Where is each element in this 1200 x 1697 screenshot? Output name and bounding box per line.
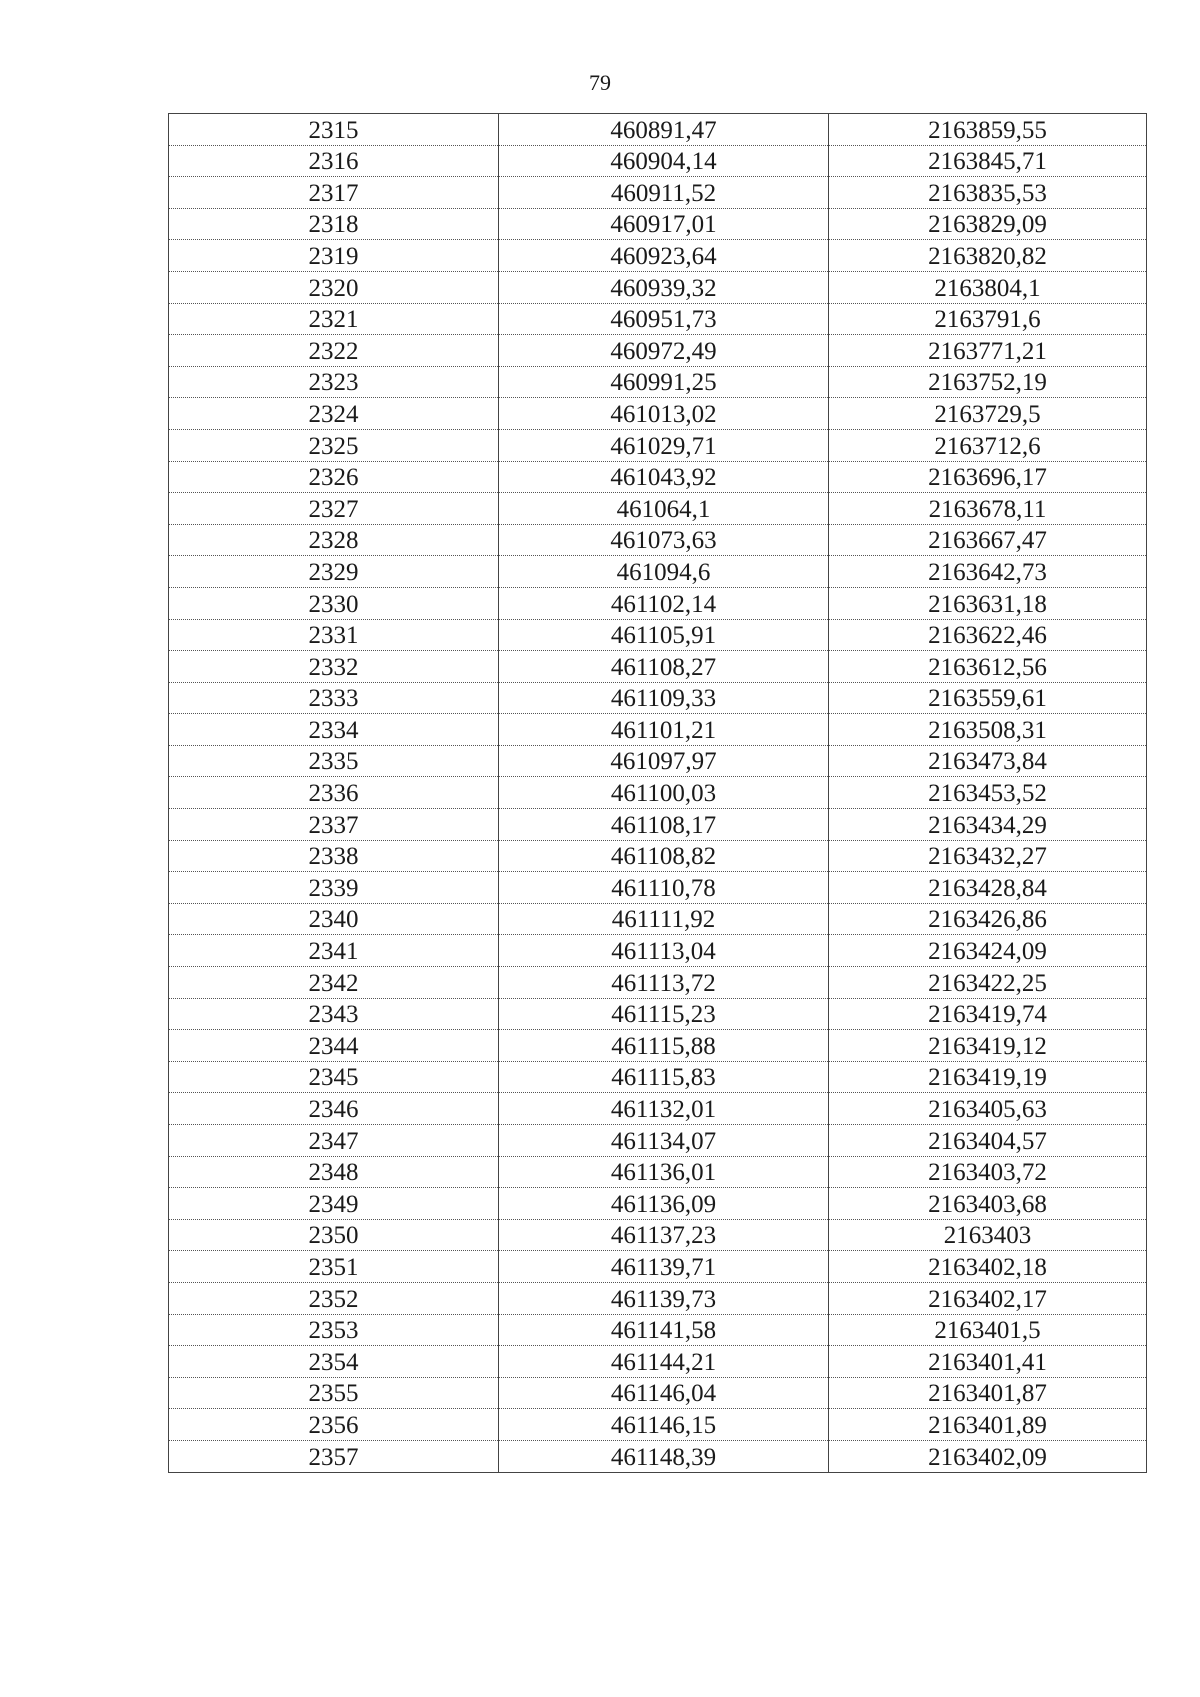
x-coordinate-cell: 461148,39 (499, 1440, 829, 1472)
table-row (169, 1093, 1147, 1125)
y-coordinate-cell: 2163402,17 (829, 1282, 1147, 1314)
table-row (169, 1030, 1147, 1062)
point-number-cell: 2321 (169, 303, 499, 335)
y-coordinate-cell: 2163473,84 (829, 745, 1147, 777)
y-coordinate-cell: 2163508,31 (829, 714, 1147, 746)
point-number-cell: 2345 (169, 1061, 499, 1093)
point-number-cell: 2344 (169, 1030, 499, 1062)
y-coordinate-cell: 2163424,09 (829, 935, 1147, 967)
table-row (169, 714, 1147, 746)
y-coordinate-cell: 2163419,19 (829, 1061, 1147, 1093)
point-number-cell: 2337 (169, 809, 499, 841)
table-row (169, 177, 1147, 209)
table-row (169, 903, 1147, 935)
x-coordinate-cell: 461094,6 (499, 556, 829, 588)
y-coordinate-cell: 2163729,5 (829, 398, 1147, 430)
point-number-cell: 2341 (169, 935, 499, 967)
point-number-cell: 2348 (169, 1156, 499, 1188)
table-row (169, 114, 1147, 146)
table-row (169, 429, 1147, 461)
x-coordinate-cell: 461105,91 (499, 619, 829, 651)
y-coordinate-cell: 2163642,73 (829, 556, 1147, 588)
point-number-cell: 2340 (169, 903, 499, 935)
table-row (169, 1061, 1147, 1093)
table-row (169, 1188, 1147, 1220)
y-coordinate-cell: 2163419,74 (829, 998, 1147, 1030)
x-coordinate-cell: 461139,73 (499, 1282, 829, 1314)
table-row (169, 556, 1147, 588)
table-row (169, 1314, 1147, 1346)
point-number-cell: 2315 (169, 114, 499, 146)
y-coordinate-cell: 2163667,47 (829, 524, 1147, 556)
x-coordinate-cell: 461111,92 (499, 903, 829, 935)
point-number-cell: 2347 (169, 1125, 499, 1157)
x-coordinate-cell: 461100,03 (499, 777, 829, 809)
point-number-cell: 2332 (169, 651, 499, 683)
point-number-cell: 2330 (169, 587, 499, 619)
y-coordinate-cell: 2163401,5 (829, 1314, 1147, 1346)
point-number-cell: 2336 (169, 777, 499, 809)
y-coordinate-cell: 2163791,6 (829, 303, 1147, 335)
point-number-cell: 2328 (169, 524, 499, 556)
x-coordinate-cell: 461108,27 (499, 651, 829, 683)
table-row (169, 935, 1147, 967)
table-row (169, 271, 1147, 303)
point-number-cell: 2325 (169, 429, 499, 461)
point-number-cell: 2339 (169, 872, 499, 904)
point-number-cell: 2335 (169, 745, 499, 777)
y-coordinate-cell: 2163401,87 (829, 1377, 1147, 1409)
y-coordinate-cell: 2163622,46 (829, 619, 1147, 651)
page-number: 79 (589, 70, 611, 95)
x-coordinate-cell: 461013,02 (499, 398, 829, 430)
table-row (169, 145, 1147, 177)
x-coordinate-cell: 461109,33 (499, 682, 829, 714)
x-coordinate-cell: 461110,78 (499, 872, 829, 904)
x-coordinate-cell: 461134,07 (499, 1125, 829, 1157)
table-row (169, 619, 1147, 651)
table-row (169, 240, 1147, 272)
point-number-cell: 2320 (169, 271, 499, 303)
y-coordinate-cell: 2163559,61 (829, 682, 1147, 714)
x-coordinate-cell: 461064,1 (499, 493, 829, 525)
point-number-cell: 2326 (169, 461, 499, 493)
table-row (169, 967, 1147, 999)
table-row (169, 1346, 1147, 1378)
x-coordinate-cell: 460904,14 (499, 145, 829, 177)
table-row (169, 998, 1147, 1030)
point-number-cell: 2327 (169, 493, 499, 525)
x-coordinate-cell: 461073,63 (499, 524, 829, 556)
table-row (169, 366, 1147, 398)
x-coordinate-cell: 460917,01 (499, 208, 829, 240)
y-coordinate-cell: 2163820,82 (829, 240, 1147, 272)
y-coordinate-cell: 2163432,27 (829, 840, 1147, 872)
point-number-cell: 2317 (169, 177, 499, 209)
point-number-cell: 2342 (169, 967, 499, 999)
x-coordinate-cell: 461108,82 (499, 840, 829, 872)
y-coordinate-cell: 2163402,18 (829, 1251, 1147, 1283)
point-number-cell: 2333 (169, 682, 499, 714)
table-row (169, 303, 1147, 335)
table-row (169, 1377, 1147, 1409)
point-number-cell: 2323 (169, 366, 499, 398)
point-number-cell: 2350 (169, 1219, 499, 1251)
x-coordinate-cell: 461136,09 (499, 1188, 829, 1220)
table-row (169, 1156, 1147, 1188)
coordinates-table (168, 113, 1147, 1473)
x-coordinate-cell: 461113,72 (499, 967, 829, 999)
point-number-cell: 2343 (169, 998, 499, 1030)
y-coordinate-cell: 2163835,53 (829, 177, 1147, 209)
y-coordinate-cell: 2163403 (829, 1219, 1147, 1251)
y-coordinate-cell: 2163401,89 (829, 1409, 1147, 1441)
x-coordinate-cell: 460891,47 (499, 114, 829, 146)
x-coordinate-cell: 460951,73 (499, 303, 829, 335)
y-coordinate-cell: 2163771,21 (829, 335, 1147, 367)
table-row (169, 461, 1147, 493)
table-row (169, 587, 1147, 619)
x-coordinate-cell: 460972,49 (499, 335, 829, 367)
table-row (169, 1440, 1147, 1472)
point-number-cell: 2353 (169, 1314, 499, 1346)
y-coordinate-cell: 2163419,12 (829, 1030, 1147, 1062)
x-coordinate-cell: 461102,14 (499, 587, 829, 619)
x-coordinate-cell: 461144,21 (499, 1346, 829, 1378)
table-row (169, 777, 1147, 809)
table-row (169, 493, 1147, 525)
table-row (169, 809, 1147, 841)
y-coordinate-cell: 2163829,09 (829, 208, 1147, 240)
table-row (169, 335, 1147, 367)
x-coordinate-cell: 461115,23 (499, 998, 829, 1030)
table-row (169, 398, 1147, 430)
table-row (169, 1125, 1147, 1157)
x-coordinate-cell: 461141,58 (499, 1314, 829, 1346)
x-coordinate-cell: 461115,83 (499, 1061, 829, 1093)
y-coordinate-cell: 2163612,56 (829, 651, 1147, 683)
y-coordinate-cell: 2163631,18 (829, 587, 1147, 619)
y-coordinate-cell: 2163403,68 (829, 1188, 1147, 1220)
y-coordinate-cell: 2163859,55 (829, 114, 1147, 146)
point-number-cell: 2349 (169, 1188, 499, 1220)
table-row (169, 208, 1147, 240)
y-coordinate-cell: 2163402,09 (829, 1440, 1147, 1472)
point-number-cell: 2356 (169, 1409, 499, 1441)
y-coordinate-cell: 2163422,25 (829, 967, 1147, 999)
y-coordinate-cell: 2163428,84 (829, 872, 1147, 904)
point-number-cell: 2352 (169, 1282, 499, 1314)
point-number-cell: 2316 (169, 145, 499, 177)
x-coordinate-cell: 460911,52 (499, 177, 829, 209)
x-coordinate-cell: 461136,01 (499, 1156, 829, 1188)
y-coordinate-cell: 2163453,52 (829, 777, 1147, 809)
y-coordinate-cell: 2163845,71 (829, 145, 1147, 177)
table-row (169, 1282, 1147, 1314)
y-coordinate-cell: 2163678,11 (829, 493, 1147, 525)
table-row (169, 1219, 1147, 1251)
x-coordinate-cell: 461137,23 (499, 1219, 829, 1251)
x-coordinate-cell: 461132,01 (499, 1093, 829, 1125)
point-number-cell: 2357 (169, 1440, 499, 1472)
point-number-cell: 2338 (169, 840, 499, 872)
x-coordinate-cell: 461101,21 (499, 714, 829, 746)
x-coordinate-cell: 461113,04 (499, 935, 829, 967)
point-number-cell: 2355 (169, 1377, 499, 1409)
table-row (169, 1409, 1147, 1441)
point-number-cell: 2351 (169, 1251, 499, 1283)
x-coordinate-cell: 461146,04 (499, 1377, 829, 1409)
table-row (169, 682, 1147, 714)
x-coordinate-cell: 461146,15 (499, 1409, 829, 1441)
y-coordinate-cell: 2163696,17 (829, 461, 1147, 493)
y-coordinate-cell: 2163804,1 (829, 271, 1147, 303)
y-coordinate-cell: 2163426,86 (829, 903, 1147, 935)
point-number-cell: 2324 (169, 398, 499, 430)
x-coordinate-cell: 461108,17 (499, 809, 829, 841)
x-coordinate-cell: 461097,97 (499, 745, 829, 777)
coordinates-table-body (169, 114, 1147, 1473)
point-number-cell: 2334 (169, 714, 499, 746)
x-coordinate-cell: 461043,92 (499, 461, 829, 493)
table-row (169, 745, 1147, 777)
y-coordinate-cell: 2163401,41 (829, 1346, 1147, 1378)
x-coordinate-cell: 461139,71 (499, 1251, 829, 1283)
table-row (169, 651, 1147, 683)
table-row (169, 840, 1147, 872)
y-coordinate-cell: 2163752,19 (829, 366, 1147, 398)
x-coordinate-cell: 461029,71 (499, 429, 829, 461)
point-number-cell: 2331 (169, 619, 499, 651)
table-row (169, 524, 1147, 556)
point-number-cell: 2346 (169, 1093, 499, 1125)
point-number-cell: 2319 (169, 240, 499, 272)
table-row (169, 1251, 1147, 1283)
point-number-cell: 2322 (169, 335, 499, 367)
x-coordinate-cell: 461115,88 (499, 1030, 829, 1062)
y-coordinate-cell: 2163712,6 (829, 429, 1147, 461)
y-coordinate-cell: 2163404,57 (829, 1125, 1147, 1157)
y-coordinate-cell: 2163405,63 (829, 1093, 1147, 1125)
point-number-cell: 2329 (169, 556, 499, 588)
y-coordinate-cell: 2163434,29 (829, 809, 1147, 841)
point-number-cell: 2318 (169, 208, 499, 240)
table-row (169, 872, 1147, 904)
point-number-cell: 2354 (169, 1346, 499, 1378)
y-coordinate-cell: 2163403,72 (829, 1156, 1147, 1188)
x-coordinate-cell: 460939,32 (499, 271, 829, 303)
x-coordinate-cell: 460923,64 (499, 240, 829, 272)
x-coordinate-cell: 460991,25 (499, 366, 829, 398)
